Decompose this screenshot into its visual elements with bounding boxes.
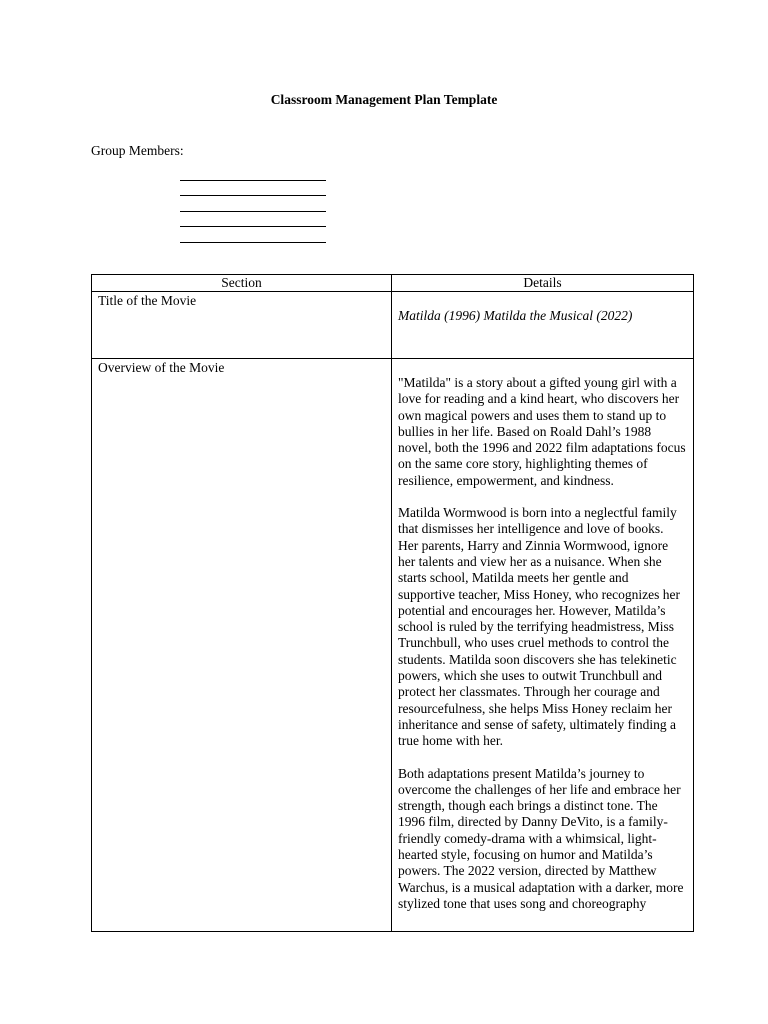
details-cell <box>392 359 694 932</box>
member-name-line-2[interactable] <box>180 181 326 197</box>
section-label: Overview of the Movie <box>98 360 225 375</box>
movie-title-value: Matilda (1996) Matilda the Musical (2022) <box>398 308 633 323</box>
table-row <box>92 292 694 359</box>
member-name-line-3[interactable] <box>180 196 326 212</box>
member-name-line-4[interactable] <box>180 212 326 228</box>
table-header-row <box>92 275 694 292</box>
group-members-label: Group Members: <box>91 143 184 158</box>
member-name-line-1[interactable] <box>180 165 326 181</box>
details-cell <box>392 292 694 359</box>
member-name-lines <box>180 165 326 243</box>
table-row <box>92 359 694 932</box>
member-name-line-5[interactable] <box>180 227 326 243</box>
overview-paragraph-3: Both adaptations present Matilda’s journey to overcome the challenges of her life and embrace her strength, though each brings a distinct tone. The 1996 film, directed by Danny DeVito, is a family-friendly comedy-drama with a whimsical, light-hearted style, focusing on humor and Matilda’s powers. The 2022 version, directed by Matthew Warchus, is a musical adaptation with a darker, more stylized tone that uses song and choreography <box>398 765 684 911</box>
page-title: Classroom Management Plan Template <box>270 92 498 107</box>
header-details: Details <box>392 275 694 292</box>
plan-table <box>91 274 694 932</box>
header-section: Section <box>92 275 392 292</box>
section-cell <box>92 292 392 359</box>
overview-paragraph-2: Matilda Wormwood is born into a neglectful family that dismisses her intelligence and love of books. Her parents, Harry and Zinnia Wormwood, ignore her talents and view her as a nuisance. When she starts school, Matilda meets her gentle and supportive teacher, Miss Honey, who recognizes her potential and encourages her. However, Matilda’s school is ruled by the terrifying headmistress, Miss Trunchbull, who uses cruel methods to control the students. Matilda soon discovers she has telekinetic powers, which she uses to outwit Trunchbull and protect her classmates. Through her courage and resourcefulness, she helps Miss Honey reclaim her inheritance and sense of safety, ultimately finding a true home with her. <box>398 505 680 749</box>
overview-paragraph-1: "Matilda" is a story about a gifted young girl with a love for reading and a kind heart, who discovers her own magical powers and uses them to stand up to bullies in her life. Based on Roald Dahl’s 1988 novel, both the 1996 and 2022 film adaptations focus on the same core story, highlighting themes of resilience, empowerment, and kindness. <box>398 375 686 488</box>
section-label: Title of the Movie <box>98 293 197 308</box>
section-cell <box>92 359 392 932</box>
overview-text-area <box>392 359 693 931</box>
